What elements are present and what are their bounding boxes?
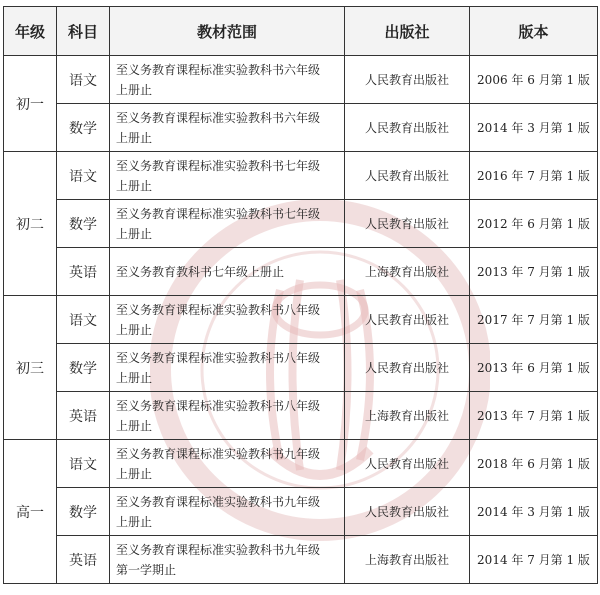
edition-cell: 2012 年 6 月第 1 版 bbox=[470, 200, 598, 248]
scope-line2: 第一学期止 bbox=[116, 562, 177, 577]
scope-cell bbox=[110, 248, 345, 296]
header-grade: 年级 bbox=[4, 7, 57, 56]
subject-cell: 语文 bbox=[57, 152, 110, 200]
grade-cell: 初二 bbox=[4, 152, 57, 296]
publisher-cell: 人民教育出版社 bbox=[345, 296, 470, 344]
edition-cell: 2014 年 3 月第 1 版 bbox=[470, 488, 598, 536]
table-row bbox=[4, 488, 598, 536]
scope-line1: 至义务教育课程标准实验教科书六年级 bbox=[116, 110, 321, 125]
subject-cell: 语文 bbox=[57, 296, 110, 344]
publisher-cell: 人民教育出版社 bbox=[345, 200, 470, 248]
table-row bbox=[4, 392, 598, 440]
subject-cell: 语文 bbox=[57, 440, 110, 488]
header-edition: 版本 bbox=[470, 7, 598, 56]
table-row bbox=[4, 56, 598, 104]
scope-line1: 至义务教育课程标准实验教科书八年级 bbox=[116, 302, 321, 317]
scope-cell bbox=[110, 296, 345, 344]
header-publisher: 出版社 bbox=[345, 7, 470, 56]
table-row bbox=[4, 296, 598, 344]
scope-cell bbox=[110, 440, 345, 488]
publisher-cell: 上海教育出版社 bbox=[345, 392, 470, 440]
grade-cell: 初三 bbox=[4, 296, 57, 440]
scope-line1: 至义务教育课程标准实验教科书八年级 bbox=[116, 398, 321, 413]
edition-cell: 2013 年 7 月第 1 版 bbox=[470, 392, 598, 440]
scope-line1: 至义务教育课程标准实验教科书六年级 bbox=[116, 62, 321, 77]
table-row bbox=[4, 248, 598, 296]
publisher-cell: 人民教育出版社 bbox=[345, 104, 470, 152]
edition-cell: 2016 年 7 月第 1 版 bbox=[470, 152, 598, 200]
scope-cell bbox=[110, 104, 345, 152]
table-row bbox=[4, 440, 598, 488]
subject-cell: 数学 bbox=[57, 488, 110, 536]
scope-line1: 至义务教育课程标准实验教科书九年级 bbox=[116, 542, 321, 557]
publisher-cell: 人民教育出版社 bbox=[345, 488, 470, 536]
edition-cell: 2013 年 7 月第 1 版 bbox=[470, 248, 598, 296]
subject-cell: 英语 bbox=[57, 248, 110, 296]
scope-line2: 上册止 bbox=[116, 370, 153, 385]
scope-cell bbox=[110, 344, 345, 392]
publisher-cell: 上海教育出版社 bbox=[345, 248, 470, 296]
edition-cell: 2018 年 6 月第 1 版 bbox=[470, 440, 598, 488]
edition-cell: 2017 年 7 月第 1 版 bbox=[470, 296, 598, 344]
scope-line2: 上册止 bbox=[116, 130, 153, 145]
scope-cell bbox=[110, 536, 345, 584]
scope-cell bbox=[110, 152, 345, 200]
publisher-cell: 上海教育出版社 bbox=[345, 536, 470, 584]
scope-line2: 上册止 bbox=[116, 82, 153, 97]
scope-cell bbox=[110, 200, 345, 248]
table-row bbox=[4, 344, 598, 392]
table-row bbox=[4, 152, 598, 200]
scope-line1: 至义务教育课程标准实验教科书九年级 bbox=[116, 446, 321, 461]
edition-cell: 2013 年 6 月第 1 版 bbox=[470, 344, 598, 392]
scope-cell bbox=[110, 56, 345, 104]
publisher-cell: 人民教育出版社 bbox=[345, 440, 470, 488]
subject-cell: 英语 bbox=[57, 392, 110, 440]
scope-line1: 至义务教育课程标准实验教科书八年级 bbox=[116, 350, 321, 365]
header-subject: 科目 bbox=[57, 7, 110, 56]
table-row bbox=[4, 536, 598, 584]
subject-cell: 数学 bbox=[57, 104, 110, 152]
subject-cell: 数学 bbox=[57, 344, 110, 392]
scope-cell bbox=[110, 392, 345, 440]
publisher-cell: 人民教育出版社 bbox=[345, 152, 470, 200]
publisher-cell: 人民教育出版社 bbox=[345, 344, 470, 392]
subject-cell: 语文 bbox=[57, 56, 110, 104]
scope-line2: 上册止 bbox=[116, 466, 153, 481]
scope-line2: 上册止 bbox=[116, 226, 153, 241]
header-row bbox=[4, 7, 598, 56]
grade-cell: 高一 bbox=[4, 440, 57, 584]
scope-line1: 至义务教育教科书七年级上册止 bbox=[116, 264, 285, 279]
edition-cell: 2014 年 3 月第 1 版 bbox=[470, 104, 598, 152]
scope-line2: 上册止 bbox=[116, 418, 153, 433]
table-row bbox=[4, 200, 598, 248]
scope-line2: 上册止 bbox=[116, 514, 153, 529]
scope-line2: 上册止 bbox=[116, 178, 153, 193]
scope-line2: 上册止 bbox=[116, 322, 153, 337]
scope-line1: 至义务教育课程标准实验教科书九年级 bbox=[116, 494, 321, 509]
edition-cell: 2006 年 6 月第 1 版 bbox=[470, 56, 598, 104]
header-scope: 教材范围 bbox=[110, 7, 345, 56]
edition-cell: 2014 年 7 月第 1 版 bbox=[470, 536, 598, 584]
table-row bbox=[4, 104, 598, 152]
subject-cell: 数学 bbox=[57, 200, 110, 248]
scope-line1: 至义务教育课程标准实验教科书七年级 bbox=[116, 206, 321, 221]
textbook-scope-table bbox=[3, 6, 598, 584]
scope-line1: 至义务教育课程标准实验教科书七年级 bbox=[116, 158, 321, 173]
grade-cell: 初一 bbox=[4, 56, 57, 152]
subject-cell: 英语 bbox=[57, 536, 110, 584]
scope-cell bbox=[110, 488, 345, 536]
publisher-cell: 人民教育出版社 bbox=[345, 56, 470, 104]
